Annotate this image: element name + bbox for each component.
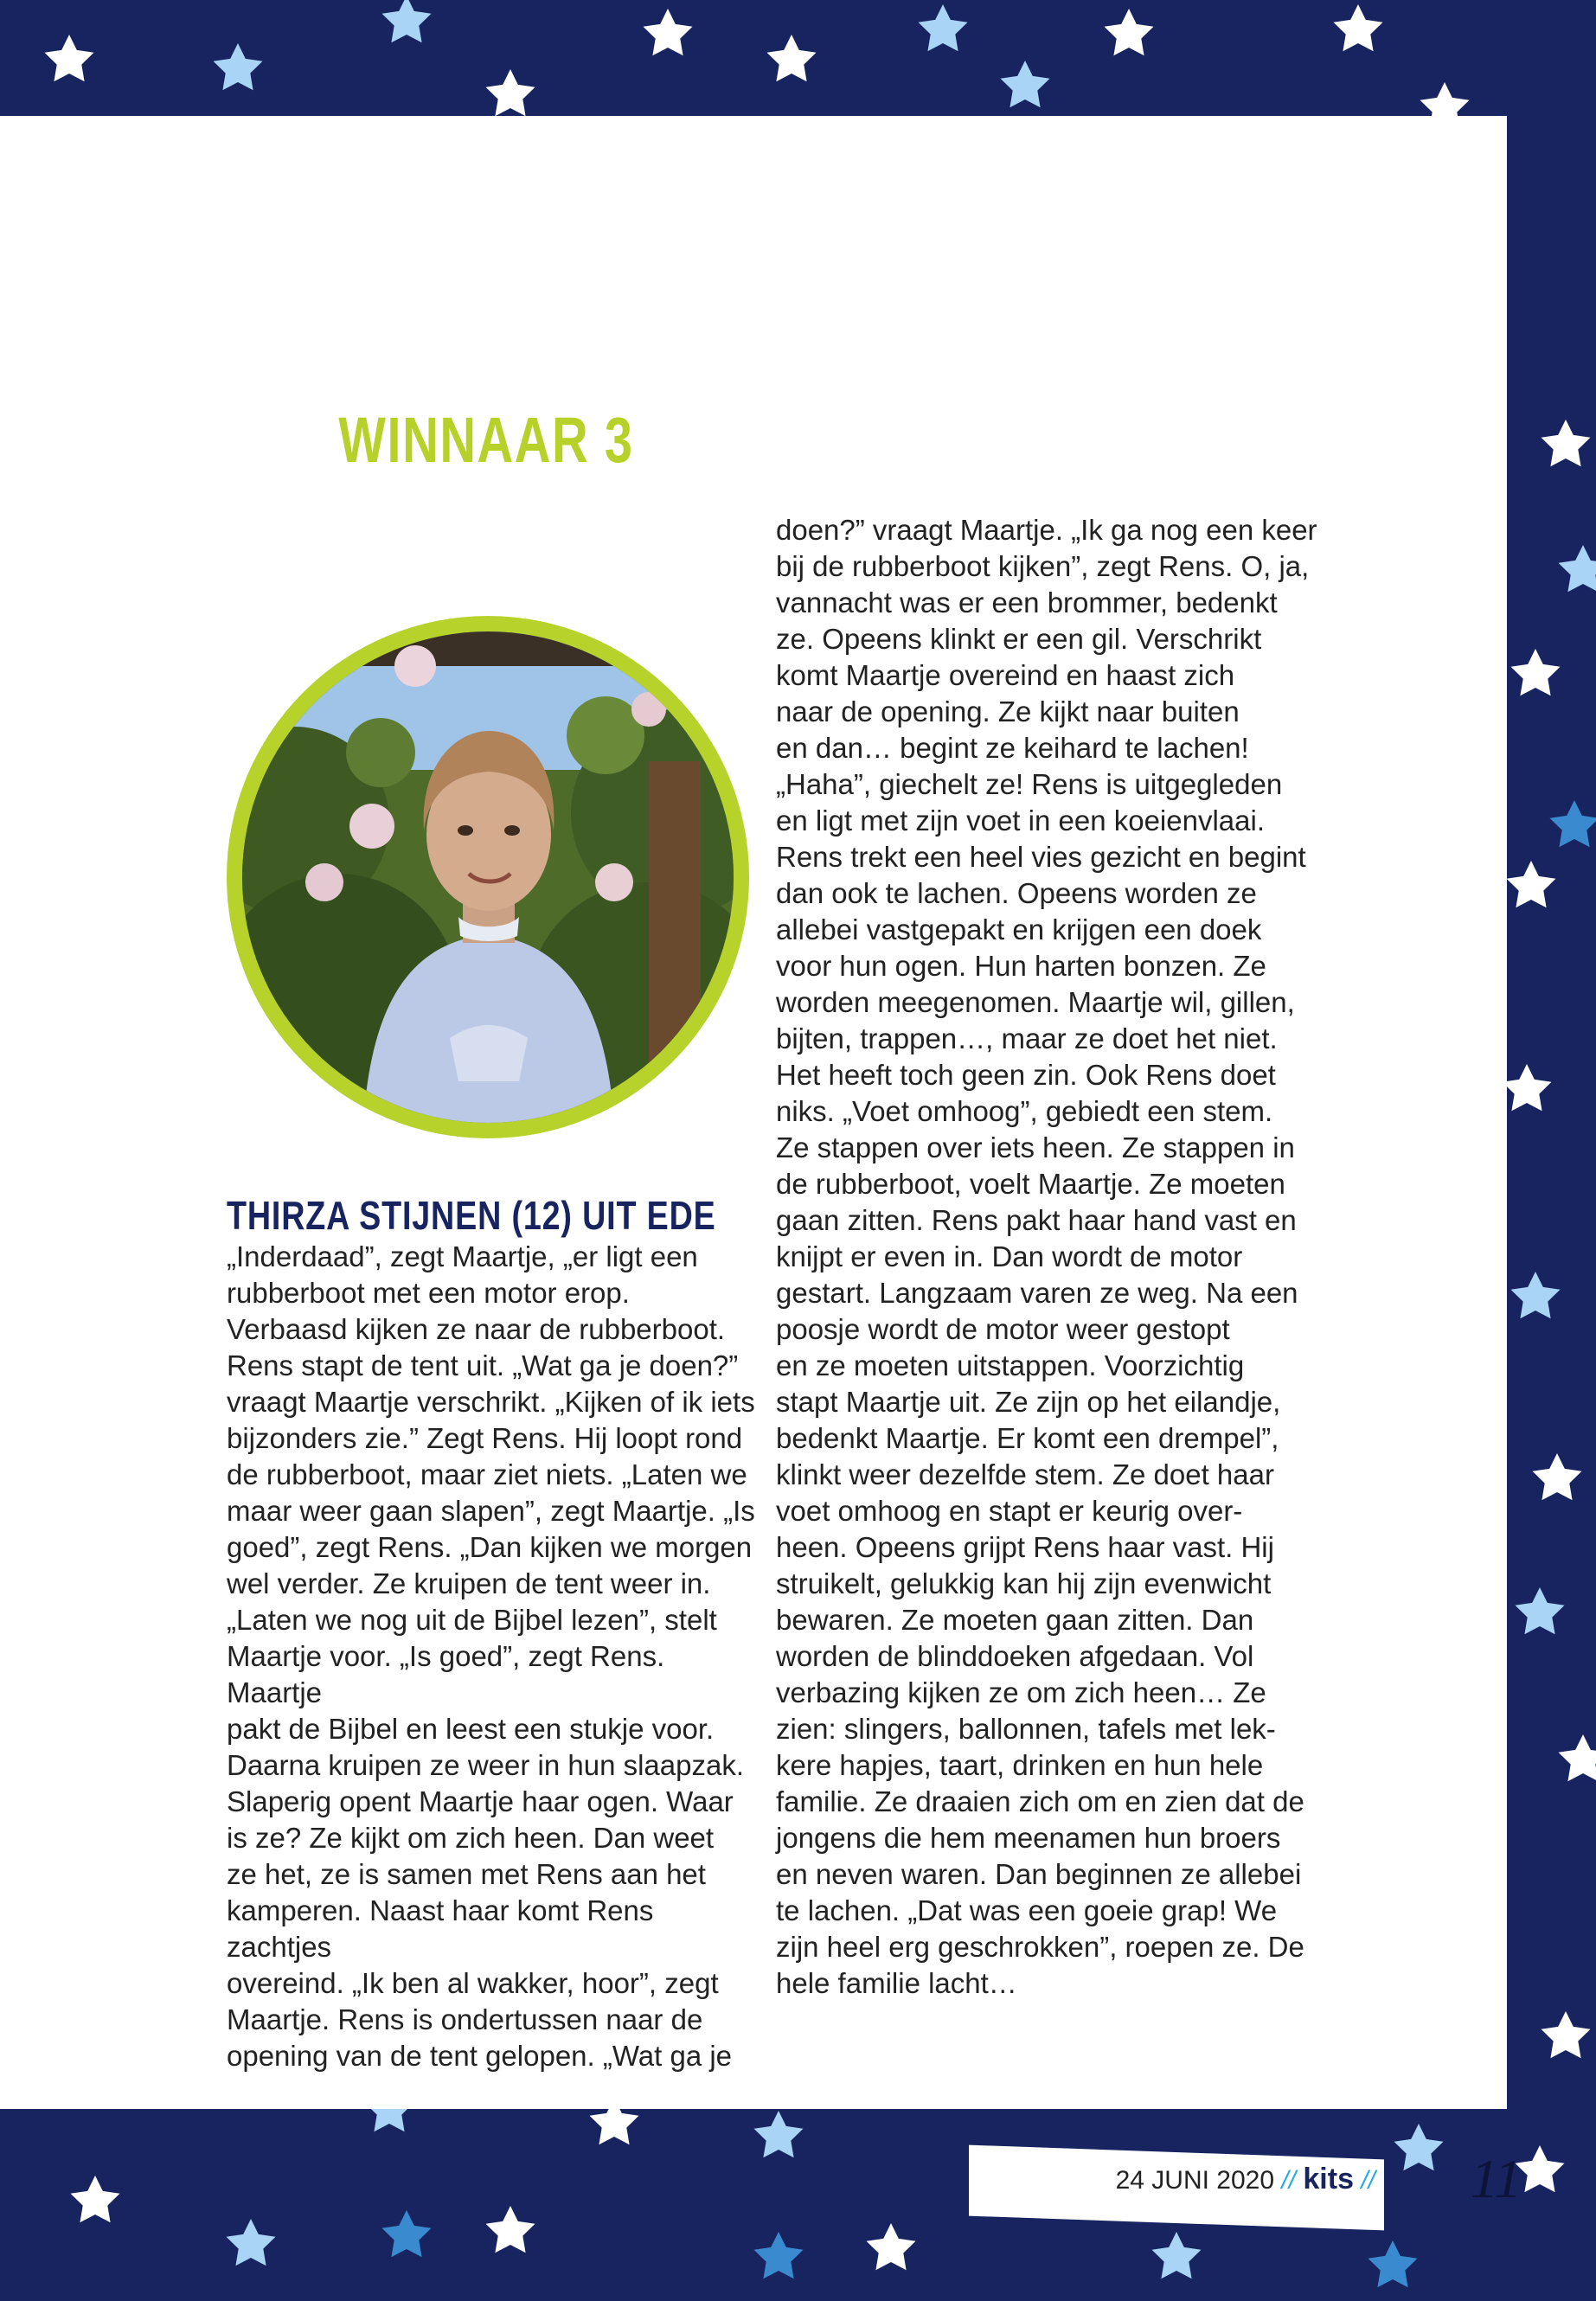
footer-brand-logo: kits [1303,2163,1354,2195]
author-byline: THIRZA STIJNEN (12) UIT EDE [227,1193,716,1238]
footer-issue-line [1012,2163,1375,2196]
winner-heading: WINNAAR 3 [338,404,634,476]
story-text-column-left: „Inderdaad”, zegt Maartje, „er ligt een rubberboot met een motor erop. Verbaasd kijken ze naar de rubberboot. Rens stapt de tent uit. „Wat ga je doen?” vraagt Maartje verschrikt. „Kijken of ik iets bijzonders zie.” Zegt Rens. Hij loopt rond de rubberboot, maar ziet niets. „Laten we maar weer gaan slapen”, zegt Maartje. „Is goed”, zegt Rens. „Dan kijken we morgen wel verder. Ze kruipen de tent weer in. „Laten we nog uit de Bijbel lezen”, stelt Maartje voor. „Is goed”, zegt Rens. Maartje pakt de Bijbel en leest een stukje voor. Daarna kruipen ze weer in hun slaapzak. Slaperig opent Maartje haar ogen. Waar is ze? Ze kijkt om zich heen. Dan weet ze het, ze is samen met Rens aan het kamperen. Naast haar komt Rens zachtjes overeind. „Ik ben al wakker, hoor”, zegt Maartje. Rens is ondertussen naar de opening van de tent gelopen. „Wat ga je [227,1240,755,2072]
footer-date: 24 JUNI 2020 [1115,2166,1275,2195]
footer-separator: // [1281,2166,1297,2195]
winner-portrait-frame [227,616,749,1138]
story-text-column-right: doen?” vraagt Maartje. „Ik ga nog een keer bij de rubberboot kijken”, zegt Rens. O, ja, vannacht was er een brommer, bedenkt ze. Opeens klinkt er een gil. Verschrikt komt Maartje overeind en haast zich naar de opening. Ze kijkt naar buiten en dan… begint ze keihard te lachen! „Haha”, giechelt ze! Rens is uitgegleden en ligt met zijn voet in een koeienvlaai. Rens trekt een heel vies gezicht en begint dan ook te lachen. Opeens worden ze allebei vastgepakt en krijgen een doek voor hun ogen. Hun harten bonzen. Ze worden meegenomen. Maartje wil, gillen, bijten, trappen…, maar ze doet het niet. Het heeft toch geen zin. Ook Rens doet niks. „Voet omhoog”, gebiedt een stem. Ze stappen over iets heen. Ze stappen in de rubberboot, voelt Maartje. Ze moeten gaan zitten. Rens pakt haar hand vast en knijpt er even in. Dan wordt de motor gestart. Langzaam varen ze weg. Na een poosje wordt de motor weer gestopt en ze moeten uitstappen. Voorzichtig stapt Maartje uit. Ze zijn op het eilandje, bedenkt Maartje. Er komt een drempel”, klinkt weer dezelfde stem. Ze doet haar voet omhoog en stapt er keurig over- heen. Opeens grijpt Rens haar vast. Hij struikelt, gelukkig kan hij zijn evenwicht bewaren. Ze moeten gaan zitten. Dan worden de blinddoeken afgedaan. Vol verbazing kijken ze om zich heen… Ze zien: slingers, ballonnen, tafels met lek- kere hapjes, taart, drinken en hun hele familie. Ze draaien zich om en zien dat de jongens die hem meenamen hun broers en neven waren. Dan beginnen ze allebei te lachen. „Dat was een goeie grap! We zijn heel erg geschrokken”, roepen ze. De hele familie lacht… [776,514,1317,1999]
winner-portrait-photo [242,631,734,1123]
footer-separator-end: // [1361,2166,1375,2195]
page-number: 11 [1471,2148,1522,2209]
